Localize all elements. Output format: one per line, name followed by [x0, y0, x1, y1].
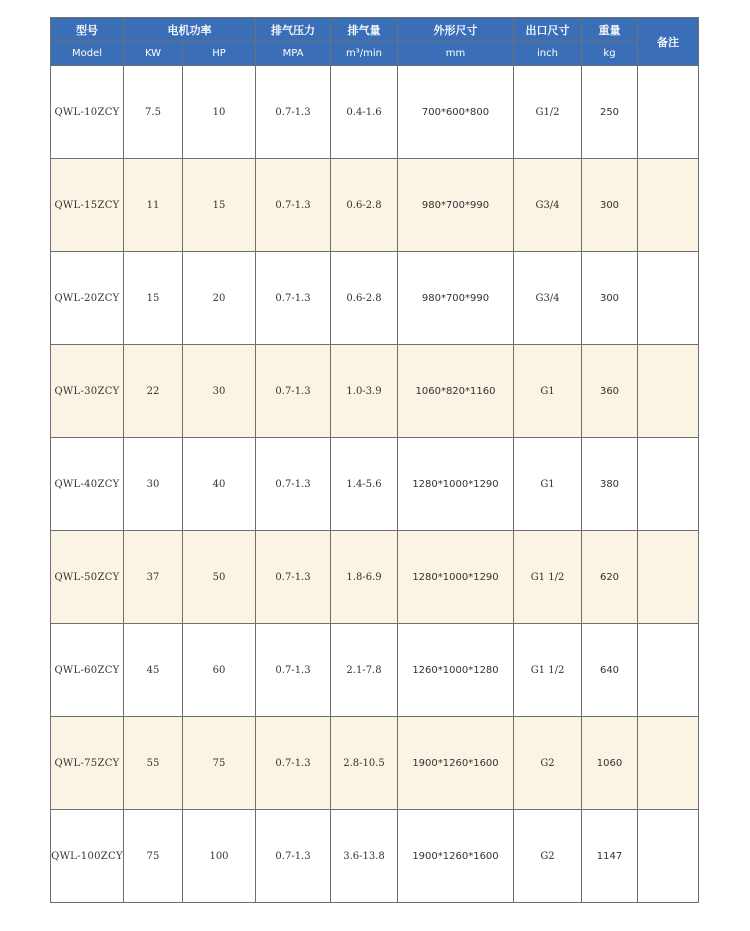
cell-air-volume: 1.4-5.6: [331, 438, 398, 531]
cell-pressure: 0.7-1.3: [256, 531, 331, 624]
cell-remarks: [638, 531, 699, 624]
header-row-chinese: [51, 18, 699, 42]
cell-model: QWL-15ZCY: [51, 159, 124, 252]
cell-hp: 50: [183, 531, 256, 624]
cell-air-volume: 0.4-1.6: [331, 66, 398, 159]
cell-outlet: G3/4: [514, 252, 582, 345]
cell-model: QWL-10ZCY: [51, 66, 124, 159]
cell-remarks: [638, 624, 699, 717]
header-pressure-unit: MPA: [256, 42, 331, 66]
cell-air-volume: 0.6-2.8: [331, 159, 398, 252]
cell-air-volume: 2.1-7.8: [331, 624, 398, 717]
cell-kw: 75: [124, 810, 183, 903]
cell-pressure: 0.7-1.3: [256, 66, 331, 159]
header-remarks: 备注: [638, 18, 699, 66]
cell-dimensions: 1280*1000*1290: [398, 531, 514, 624]
table-row: [51, 531, 699, 624]
cell-pressure: 0.7-1.3: [256, 159, 331, 252]
cell-hp: 20: [183, 252, 256, 345]
cell-weight: 1060: [582, 717, 638, 810]
cell-outlet: G1 1/2: [514, 624, 582, 717]
cell-air-volume: 3.6-13.8: [331, 810, 398, 903]
header-model: 型号: [51, 18, 124, 42]
cell-remarks: [638, 252, 699, 345]
cell-outlet: G1 1/2: [514, 531, 582, 624]
header-kw: KW: [124, 42, 183, 66]
cell-hp: 30: [183, 345, 256, 438]
cell-kw: 30: [124, 438, 183, 531]
cell-kw: 55: [124, 717, 183, 810]
cell-kw: 7.5: [124, 66, 183, 159]
header-air-volume: 排气量: [331, 18, 398, 42]
cell-model: QWL-60ZCY: [51, 624, 124, 717]
cell-pressure: 0.7-1.3: [256, 438, 331, 531]
table-row: [51, 66, 699, 159]
cell-dimensions: 1060*820*1160: [398, 345, 514, 438]
table-row: [51, 159, 699, 252]
header-outlet: 出口尺寸: [514, 18, 582, 42]
cell-remarks: [638, 345, 699, 438]
cell-kw: 15: [124, 252, 183, 345]
cell-air-volume: 0.6-2.8: [331, 252, 398, 345]
table-body: [51, 66, 699, 903]
cell-dimensions: 700*600*800: [398, 66, 514, 159]
cell-dimensions: 1260*1000*1280: [398, 624, 514, 717]
cell-remarks: [638, 438, 699, 531]
cell-model: QWL-40ZCY: [51, 438, 124, 531]
cell-outlet: G1: [514, 345, 582, 438]
cell-remarks: [638, 810, 699, 903]
cell-kw: 37: [124, 531, 183, 624]
header-weight: 重量: [582, 18, 638, 42]
cell-dimensions: 1900*1260*1600: [398, 810, 514, 903]
header-dimensions: 外形尺寸: [398, 18, 514, 42]
cell-hp: 15: [183, 159, 256, 252]
cell-dimensions: 1900*1260*1600: [398, 717, 514, 810]
header-dimensions-unit: mm: [398, 42, 514, 66]
header-pressure: 排气压力: [256, 18, 331, 42]
cell-kw: 45: [124, 624, 183, 717]
cell-weight: 300: [582, 252, 638, 345]
cell-air-volume: 1.0-3.9: [331, 345, 398, 438]
cell-hp: 60: [183, 624, 256, 717]
cell-pressure: 0.7-1.3: [256, 717, 331, 810]
header-outlet-unit: inch: [514, 42, 582, 66]
cell-weight: 250: [582, 66, 638, 159]
cell-remarks: [638, 66, 699, 159]
cell-hp: 75: [183, 717, 256, 810]
cell-remarks: [638, 717, 699, 810]
cell-air-volume: 2.8-10.5: [331, 717, 398, 810]
cell-model: QWL-75ZCY: [51, 717, 124, 810]
cell-hp: 100: [183, 810, 256, 903]
cell-hp: 10: [183, 66, 256, 159]
cell-hp: 40: [183, 438, 256, 531]
cell-model: QWL-100ZCY: [51, 810, 124, 903]
table-row: [51, 717, 699, 810]
cell-outlet: G1/2: [514, 66, 582, 159]
cell-pressure: 0.7-1.3: [256, 345, 331, 438]
cell-pressure: 0.7-1.3: [256, 252, 331, 345]
table-header: [51, 18, 699, 66]
cell-dimensions: 980*700*990: [398, 159, 514, 252]
table-row: [51, 252, 699, 345]
cell-model: QWL-50ZCY: [51, 531, 124, 624]
header-air-volume-unit: m³/min: [331, 42, 398, 66]
header-weight-unit: kg: [582, 42, 638, 66]
spec-table: [50, 17, 699, 903]
table-row: [51, 345, 699, 438]
cell-kw: 22: [124, 345, 183, 438]
header-model-en: Model: [51, 42, 124, 66]
cell-outlet: G2: [514, 810, 582, 903]
table-row: [51, 624, 699, 717]
header-motor-power: 电机功率: [124, 18, 256, 42]
table-row: [51, 438, 699, 531]
cell-model: QWL-20ZCY: [51, 252, 124, 345]
header-row-units: [51, 42, 699, 66]
cell-weight: 620: [582, 531, 638, 624]
cell-weight: 300: [582, 159, 638, 252]
cell-pressure: 0.7-1.3: [256, 624, 331, 717]
cell-outlet: G2: [514, 717, 582, 810]
cell-outlet: G1: [514, 438, 582, 531]
cell-weight: 360: [582, 345, 638, 438]
table-row: [51, 810, 699, 903]
cell-outlet: G3/4: [514, 159, 582, 252]
cell-kw: 11: [124, 159, 183, 252]
cell-weight: 640: [582, 624, 638, 717]
cell-remarks: [638, 159, 699, 252]
cell-weight: 1147: [582, 810, 638, 903]
cell-air-volume: 1.8-6.9: [331, 531, 398, 624]
cell-pressure: 0.7-1.3: [256, 810, 331, 903]
cell-dimensions: 980*700*990: [398, 252, 514, 345]
cell-model: QWL-30ZCY: [51, 345, 124, 438]
header-hp: HP: [183, 42, 256, 66]
cell-weight: 380: [582, 438, 638, 531]
cell-dimensions: 1280*1000*1290: [398, 438, 514, 531]
